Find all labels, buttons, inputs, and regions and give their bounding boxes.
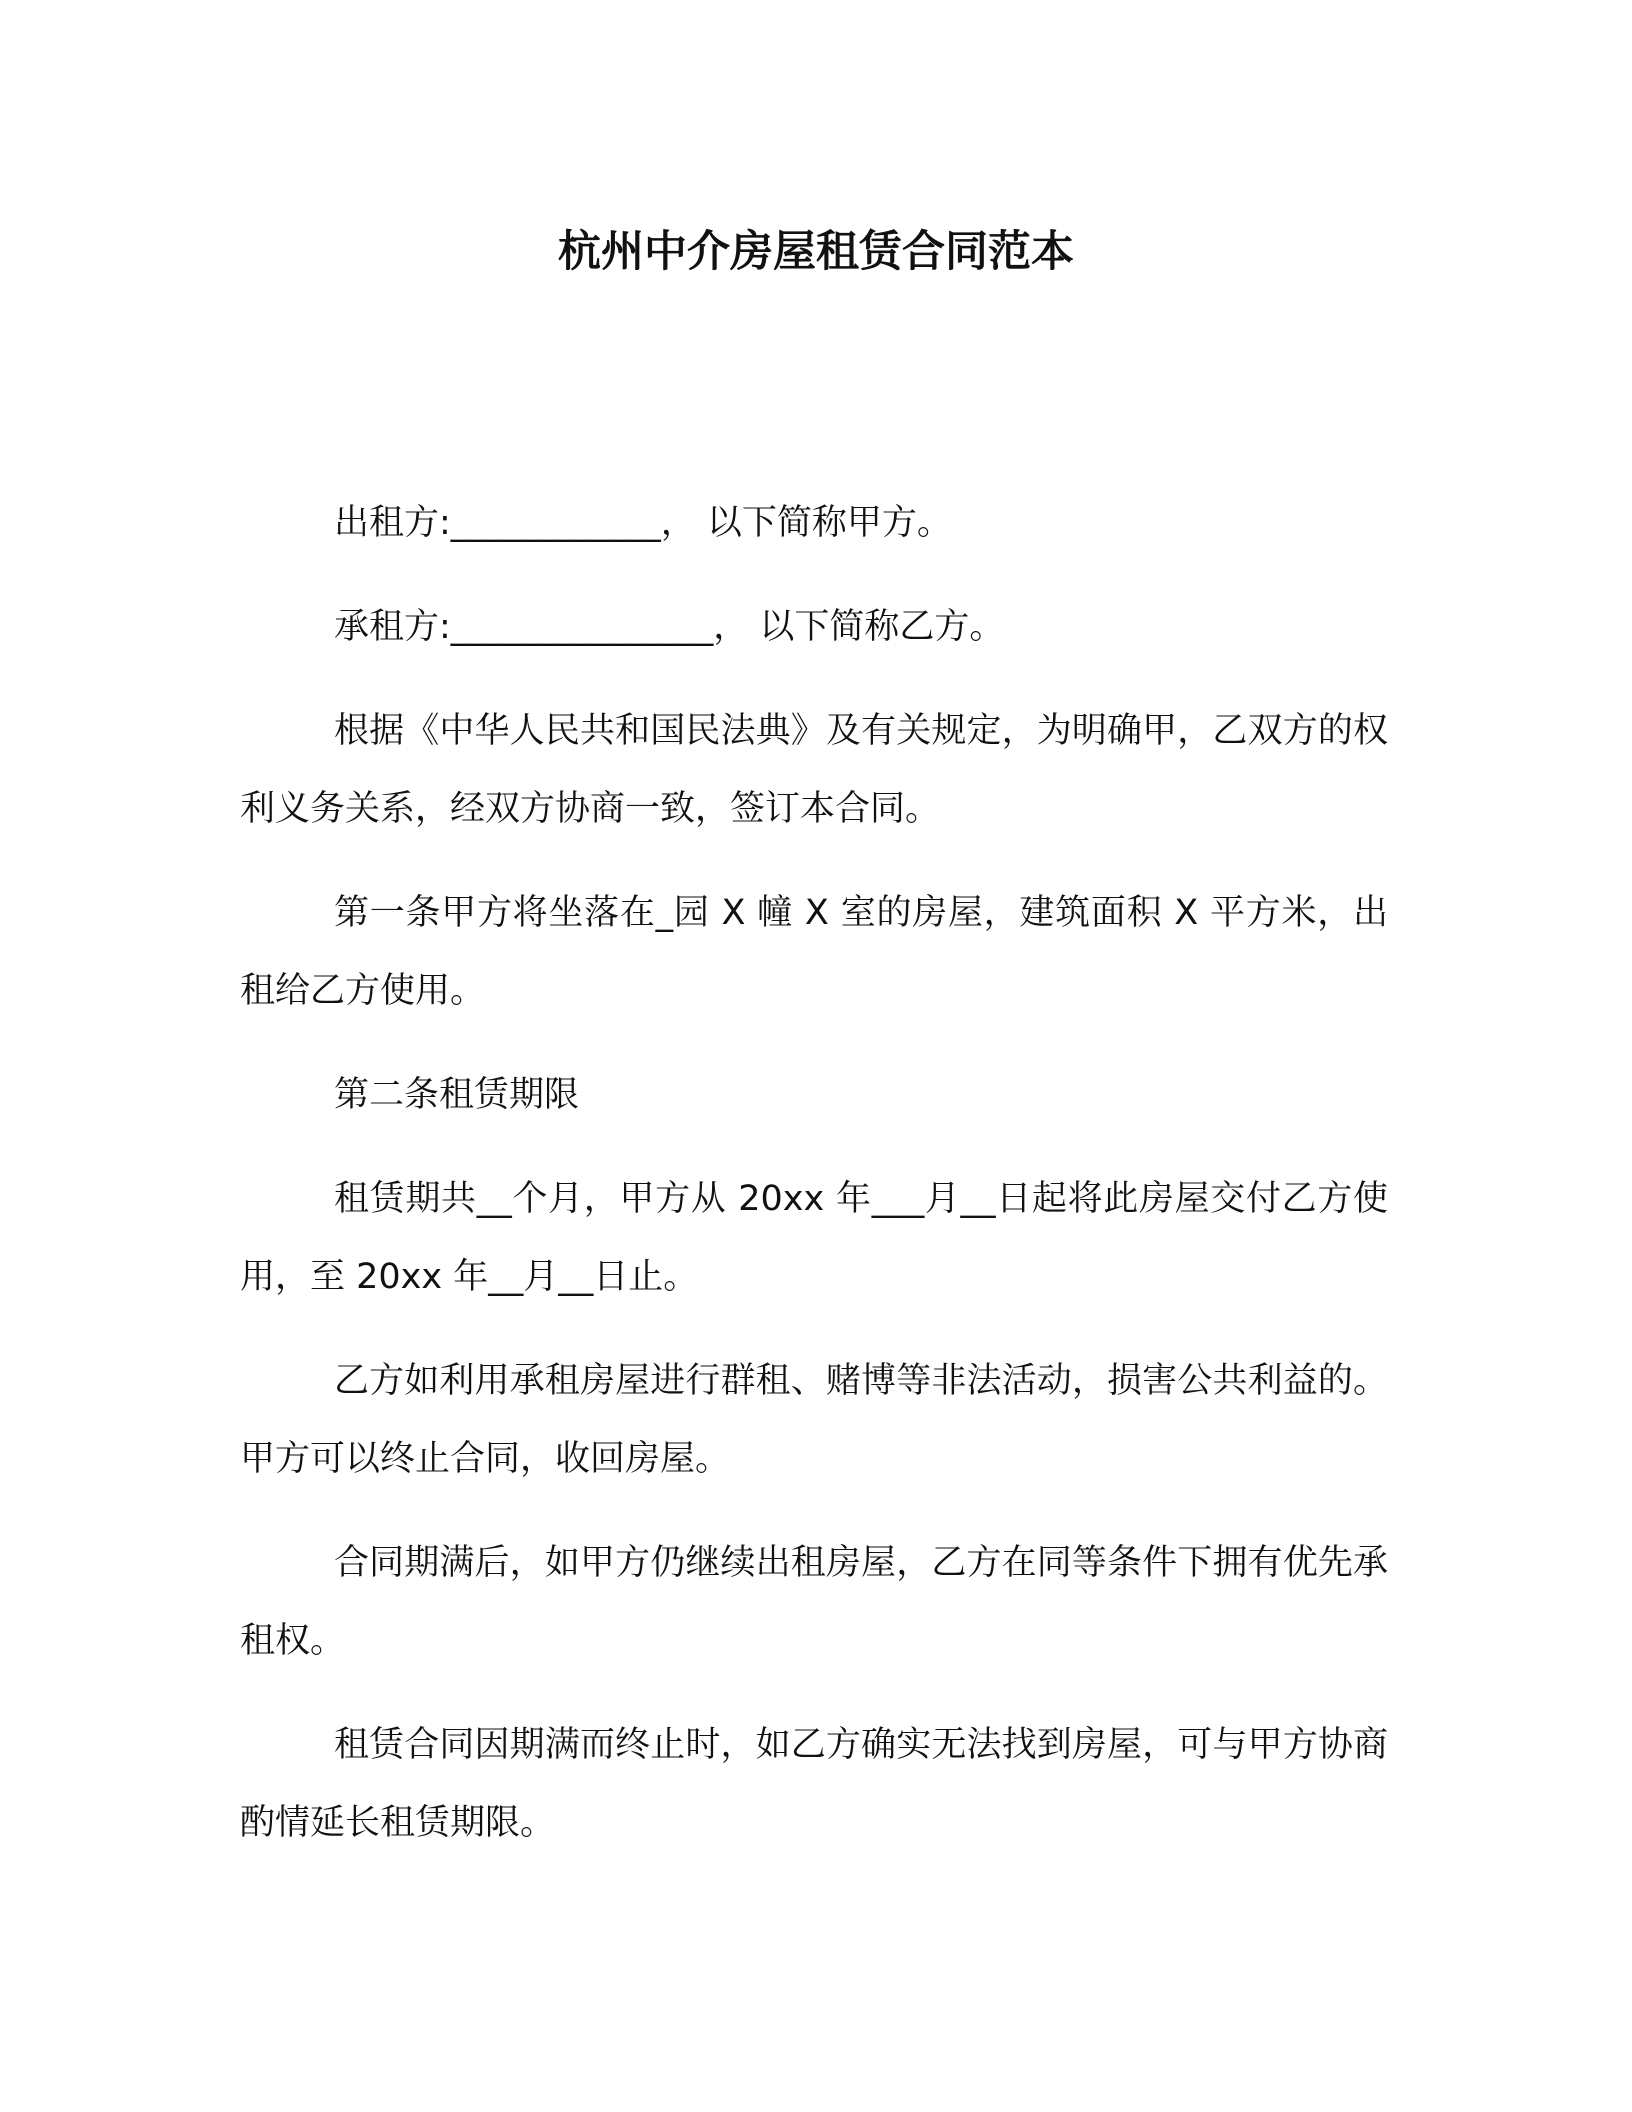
paragraph-priority-renewal: 合同期满后，如甲方仍继续出租房屋，乙方在同等条件下拥有优先承租权。 — [240, 1543, 1388, 1661]
document-title: 杭州中介房屋租赁合同范本 — [558, 227, 1074, 277]
paragraph-illegal-use: 乙方如利用承租房屋进行群租、赌博等非法活动，损害公共利益的。甲方可以终止合同，收回房屋。 — [240, 1361, 1388, 1479]
paragraph-extension: 租赁合同因期满而终止时，如乙方确实无法找到房屋，可与甲方协商酌情延长租赁期限。 — [240, 1725, 1388, 1843]
paragraph-lessor: 出租方:____________， 以下简称甲方。 — [334, 503, 952, 543]
paragraph-article-2-heading: 第二条租赁期限 — [334, 1075, 580, 1115]
paragraph-article-1: 第一条甲方将坐落在_园 X 幢 X 室的房屋，建筑面积 X 平方米，出租给乙方使用。 — [240, 893, 1388, 1011]
paragraph-lessee: 承租方:_______________， 以下简称乙方。 — [334, 607, 1005, 647]
paragraph-preamble: 根据《中华人民共和国民法典》及有关规定，为明确甲，乙双方的权利义务关系，经双方协商一致，签订本合同。 — [240, 711, 1388, 829]
document-body — [240, 484, 1388, 1888]
paragraph-lease-term: 租赁期共__个月，甲方从 20xx 年___月__日起将此房屋交付乙方使用，至 20xx 年__月__日止。 — [240, 1179, 1388, 1297]
